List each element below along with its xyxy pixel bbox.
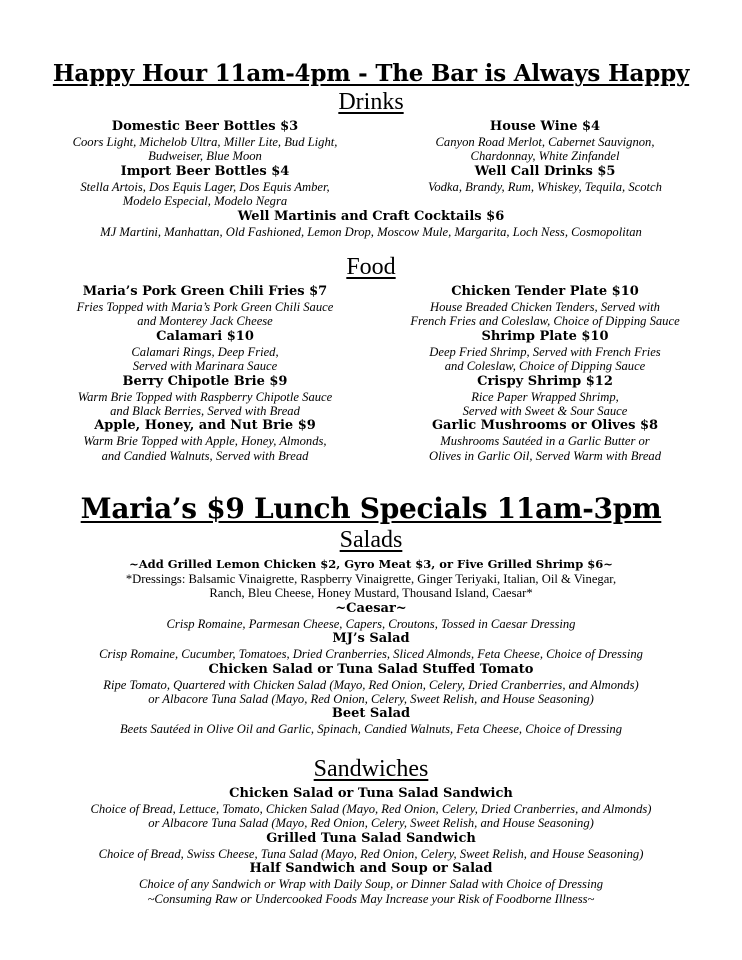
happy-hour-title: Happy Hour 11am-4pm - The Bar is Always Happy bbox=[52, 60, 690, 87]
item-desc: Crisp Romaine, Cucumber, Tomatoes, Dried Cranberries, Sliced Almonds, Feta Cheese, Choice of Dressing bbox=[99, 647, 643, 662]
item-title: Chicken Salad or Tuna Salad Stuffed Tomato bbox=[208, 661, 534, 677]
item-desc: Deep Fried Shrimp, Served with French Fries bbox=[429, 344, 661, 359]
dressings-note: Ranch, Bleu Cheese, Honey Mustard, Thousand Island, Caesar* bbox=[209, 586, 533, 601]
item-desc: Served with Sweet & Sour Sauce bbox=[462, 404, 628, 419]
menu-item bbox=[370, 284, 720, 329]
item-desc: Beets Sautéed in Olive Oil and Garlic, Spinach, Candied Walnuts, Feta Cheese, Choice of Dressing bbox=[119, 722, 623, 737]
item-desc: Canyon Road Merlot, Cabernet Sauvignon, bbox=[435, 135, 655, 149]
menu-item bbox=[0, 786, 742, 831]
item-title: Apple, Honey, and Nut Brie $9 bbox=[94, 418, 316, 434]
drinks-right-column bbox=[370, 119, 720, 194]
item-title: Import Beer Bottles $4 bbox=[120, 163, 290, 179]
item-title: Shrimp Plate $10 bbox=[481, 328, 609, 344]
menu-item bbox=[35, 329, 375, 374]
dressings-note: *Dressings: Balsamic Vinaigrette, Raspberry Vinaigrette, Ginger Teriyaki, Italian, Oil & Vinegar, bbox=[125, 572, 617, 586]
item-desc: Coors Light, Michelob Ultra, Miller Lite, Bud Light, bbox=[72, 135, 338, 149]
item-desc: or Albacore Tuna Salad (Mayo, Red Onion, Celery, Sweet Relish, and House Seasoning) bbox=[148, 692, 594, 707]
menu-item bbox=[370, 119, 720, 164]
drinks-left-column bbox=[35, 119, 375, 209]
menu-item bbox=[0, 209, 742, 239]
item-desc: and Black Berries, Served with Bread bbox=[110, 404, 300, 419]
menu-item bbox=[35, 374, 375, 419]
item-desc: or Albacore Tuna Salad (Mayo, Red Onion, Celery, Sweet Relish, and House Seasoning) bbox=[148, 816, 594, 831]
item-desc: Choice of any Sandwich or Wrap with Daily Soup, or Dinner Salad with Choice of Dressing bbox=[138, 877, 604, 892]
item-desc: French Fries and Coleslaw, Choice of Dipping Sauce bbox=[410, 314, 680, 329]
item-title: House Wine $4 bbox=[489, 119, 601, 134]
menu-item bbox=[0, 631, 742, 661]
item-desc: Crisp Romaine, Parmesan Cheese, Capers, Croutons, Tossed in Caesar Dressing bbox=[166, 616, 576, 631]
item-title: Half Sandwich and Soup or Salad bbox=[249, 861, 493, 877]
item-desc: Budweiser, Blue Moon bbox=[148, 149, 262, 164]
menu-item bbox=[35, 119, 375, 164]
item-desc: Stella Artois, Dos Equis Lager, Dos Equis Amber, bbox=[80, 179, 330, 194]
raw-food-disclaimer: ~Consuming Raw or Undercooked Foods May Increase your Risk of Foodborne Illness~ bbox=[147, 891, 595, 906]
food-left-column bbox=[35, 284, 375, 463]
item-desc: Mushrooms Sautéed in a Garlic Butter or bbox=[440, 434, 650, 449]
menu-item bbox=[35, 164, 375, 209]
menu-item bbox=[370, 418, 720, 463]
item-desc: and Monterey Jack Cheese bbox=[137, 314, 273, 329]
item-desc: Warm Brie Topped with Apple, Honey, Almonds, bbox=[83, 434, 327, 449]
item-desc: Chardonnay, White Zinfandel bbox=[470, 149, 620, 164]
item-desc: Fries Topped with Maria’s Pork Green Chili Sauce bbox=[76, 300, 334, 314]
item-desc: Choice of Bread, Lettuce, Tomato, Chicken Salad (Mayo, Red Onion, Celery, Dried Cranberries, and Almonds) bbox=[90, 802, 652, 816]
menu-item bbox=[35, 284, 375, 329]
item-desc: Ripe Tomato, Quartered with Chicken Salad (Mayo, Red Onion, Celery, Dried Cranberries, and Almonds) bbox=[103, 677, 639, 692]
item-desc: House Breaded Chicken Tenders, Served with bbox=[430, 300, 660, 314]
item-title: Grilled Tuna Salad Sandwich bbox=[266, 830, 476, 846]
item-desc: Served with Marinara Sauce bbox=[132, 359, 278, 374]
item-title: Well Call Drinks $5 bbox=[474, 163, 616, 179]
menu-item bbox=[0, 706, 742, 736]
sandwiches-heading: Sandwiches bbox=[313, 756, 429, 782]
item-desc: and Candied Walnuts, Served with Bread bbox=[101, 448, 309, 463]
item-desc: Choice of Bread, Swiss Cheese, Tuna Salad (Mayo, Red Onion, Celery, Sweet Relish, and House Seasoning) bbox=[98, 846, 644, 861]
lunch-specials-title: Maria’s $9 Lunch Specials 11am-3pm bbox=[80, 492, 662, 525]
menu-item bbox=[0, 831, 742, 861]
item-desc: Modelo Especial, Modelo Negra bbox=[122, 194, 288, 209]
menu-item bbox=[35, 418, 375, 463]
salads-heading: Salads bbox=[339, 527, 403, 553]
menu-item bbox=[0, 861, 742, 891]
item-title: ~Caesar~ bbox=[335, 600, 407, 616]
food-heading: Food bbox=[346, 254, 396, 280]
item-title: MJ’s Salad bbox=[332, 631, 410, 647]
menu-item bbox=[370, 374, 720, 419]
item-title: Calamari $10 bbox=[156, 328, 254, 344]
item-title: Beet Salad bbox=[331, 706, 411, 722]
menu-item bbox=[0, 601, 742, 631]
item-title: Chicken Tender Plate $10 bbox=[451, 284, 639, 299]
item-desc: Calamari Rings, Deep Fried, bbox=[131, 344, 279, 359]
salads-section bbox=[0, 556, 742, 737]
item-desc: Rice Paper Wrapped Shrimp, bbox=[471, 389, 619, 404]
item-desc: MJ Martini, Manhattan, Old Fashioned, Lemon Drop, Moscow Mule, Margarita, Loch Ness, Cosmopolitan bbox=[100, 225, 642, 239]
food-right-column bbox=[370, 284, 720, 463]
sandwiches-section bbox=[0, 786, 742, 906]
item-title: Berry Chipotle Brie $9 bbox=[122, 373, 288, 389]
menu-item bbox=[0, 662, 742, 707]
item-desc: and Coleslaw, Choice of Dipping Sauce bbox=[444, 359, 646, 374]
menu-item bbox=[370, 329, 720, 374]
salad-addons-note: ~Add Grilled Lemon Chicken $2, Gyro Meat $3, or Five Grilled Shrimp $6~ bbox=[129, 557, 613, 571]
item-title: Well Martinis and Craft Cocktails $6 bbox=[237, 209, 505, 224]
item-title: Crispy Shrimp $12 bbox=[477, 373, 613, 389]
item-desc: Warm Brie Topped with Raspberry Chipotle Sauce bbox=[77, 389, 333, 404]
menu-item bbox=[370, 164, 720, 194]
item-desc: Vodka, Brandy, Rum, Whiskey, Tequila, Scotch bbox=[428, 179, 662, 194]
item-title: Garlic Mushrooms or Olives $8 bbox=[431, 418, 659, 434]
item-title: Maria’s Pork Green Chili Fries $7 bbox=[82, 284, 328, 299]
drinks-heading: Drinks bbox=[338, 89, 404, 115]
item-title: Domestic Beer Bottles $3 bbox=[111, 119, 299, 134]
item-desc: Olives in Garlic Oil, Served Warm with Bread bbox=[428, 448, 662, 463]
item-title: Chicken Salad or Tuna Salad Sandwich bbox=[229, 786, 513, 801]
